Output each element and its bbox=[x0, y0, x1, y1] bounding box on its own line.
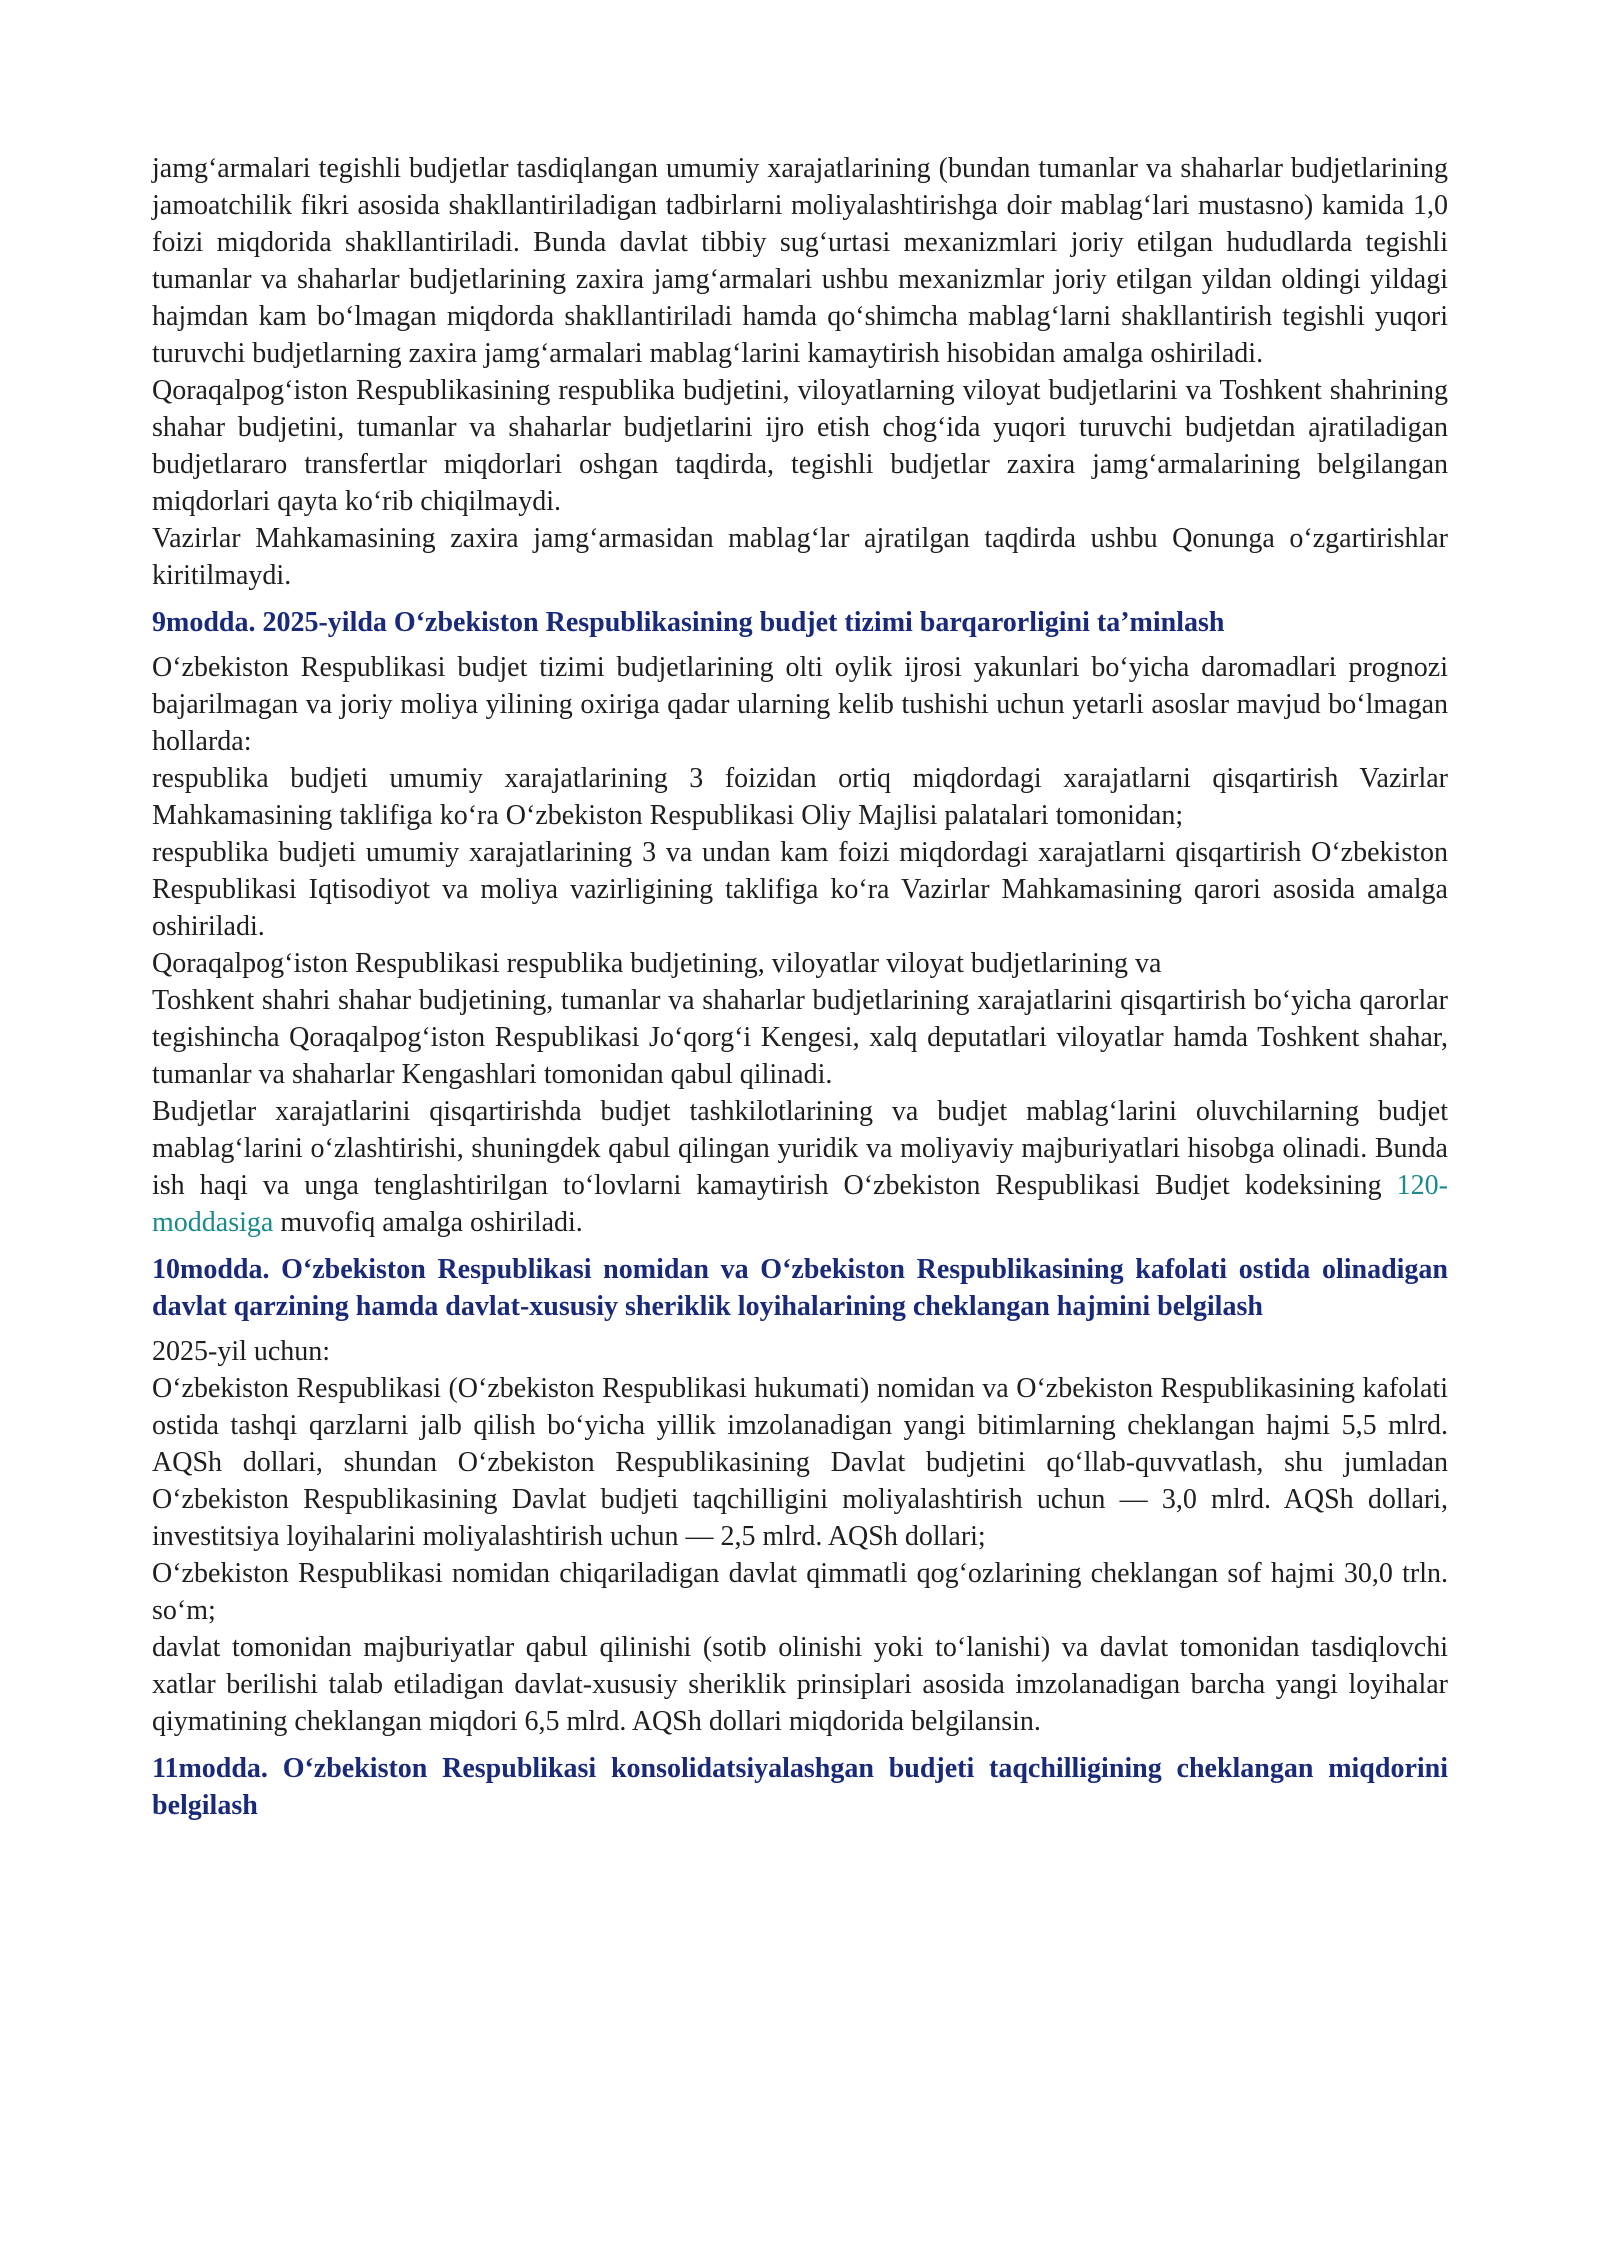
article-11-title: O‘zbekiston Respublikasi konsolidatsiyalashgan budjeti taqchilligining cheklangan miqdorini belgilash bbox=[152, 1753, 1448, 1821]
article-10-heading bbox=[152, 1251, 1448, 1325]
article-10-paragraph-4: davlat tomonidan majburiyatlar qabul qilinishi (sotib olinishi yoki to‘lanishi) va davlat tomonidan tasdiqlovchi xatlar berilishi talab etiladigan davlat-xususiy sheriklik prinsiplari asosida imzolanadigan barcha yangi loyihalar qiymatining cheklangan miqdori 6,5 mlrd. AQSh dollari miqdorida belgilansin. bbox=[152, 1632, 1448, 1737]
article-9-paragraph-5 bbox=[152, 1093, 1448, 1241]
article-10-number: 10modda. bbox=[152, 1254, 270, 1285]
article-9-heading bbox=[152, 604, 1448, 641]
article-10-paragraph-3: O‘zbekiston Respublikasi nomidan chiqariladigan davlat qimmatli qog‘ozlarining cheklangan sof hajmi 30,0 trln. so‘m; bbox=[152, 1558, 1448, 1626]
article-11-number: 11modda. bbox=[152, 1753, 268, 1784]
article-10-title: O‘zbekiston Respublikasi nomidan va O‘zbekiston Respublikasining kafolati ostida olinadigan davlat qarzining hamda davlat-xususiy sheriklik loyihalarining cheklangan hajmini belgilash bbox=[152, 1254, 1448, 1322]
intro-paragraph-3: Vazirlar Mahkamasining zaxira jamg‘armasidan mablag‘lar ajratilgan taqdirda ushbu Qonunga o‘zgartirishlar kiritilmaydi. bbox=[152, 523, 1448, 591]
article-10-paragraph-2: O‘zbekiston Respublikasi (O‘zbekiston Respublikasi hukumati) nomidan va O‘zbekiston Respublikasining kafolati ostida tashqi qarzlarni jalb qilish bo‘yicha yillik imzolanadigan yangi bitimlarning cheklangan hajmi 5,5 mlrd. AQSh dollari, shundan O‘zbekiston Respublikasining Davlat budjetini qo‘llab-quvvatlash, shu jumladan O‘zbekiston Respublikasining Davlat budjeti taqchilligini moliyalashtirish uchun — 3,0 mlrd. AQSh dollari, investitsiya loyihalarini moliyalashtirish uchun — 2,5 mlrd. AQSh dollari; bbox=[152, 1373, 1448, 1552]
document-page bbox=[152, 150, 1448, 1832]
intro-paragraph-1: jamg‘armalari tegishli budjetlar tasdiqlangan umumiy xarajatlarining (bundan tumanlar va shaharlar budjetlarining jamoatchilik fikri asosida shakllantiriladigan tadbirlarni moliyalashtirishga doir mablag‘lari mustasno) kamida 1,0 foizi miqdorida shakllantiriladi. Bunda davlat tibbiy sug‘urtasi mexanizmlari joriy etilgan hududlarda tegishli tumanlar va shaharlar budjetlarining zaxira jamg‘armalari ushbu mexanizmlar joriy etilgan yildan oldingi yildagi hajmdan kam bo‘lmagan miqdorda shakllantiriladi hamda qo‘shimcha mablag‘larni shakllantirish tegishli yuqori turuvchi budjetlarning zaxira jamg‘armalari mablag‘larini kamaytirish hisobidan amalga oshiriladi. bbox=[152, 153, 1448, 369]
article-9-paragraph-2: respublika budjeti umumiy xarajatlarining 3 foizidan ortiq miqdordagi xarajatlarni qisqartirish Vazirlar Mahkamasining taklifiga ko‘ra O‘zbekiston Respublikasi Oliy Majlisi palatalari tomonidan; bbox=[152, 763, 1448, 831]
article-9-paragraph-5-text: Budjetlar xarajatlarini qisqartirishda budjet tashkilotlarining va budjet mablag‘larini oluvchilarning budjet mablag‘larini o‘zlashtirishi, shuningdek qabul qilingan yuridik va moliyaviy majburiyatlari hisobga olinadi. Bunda ish haqi va unga tenglashtirilgan to‘lovlarni kamaytirish O‘zbekiston Respublikasi Budjet kodeksining bbox=[152, 1096, 1448, 1201]
article-9-paragraph-4b: Toshkent shahri shahar budjetining, tumanlar va shaharlar budjetlarining xarajatlarini qisqartirish bo‘yicha qarorlar tegishincha Qoraqalpog‘iston Respublikasi Jo‘qorg‘i Kengesi, xalq deputatlari viloyatlar hamda Toshkent shahar, tumanlar va shaharlar Kengashlari tomonidan qabul qilinadi. bbox=[152, 985, 1448, 1090]
article-9-paragraph-5-end: muvofiq amalga oshiriladi. bbox=[273, 1207, 583, 1238]
article-9-paragraph-4a: Qoraqalpog‘iston Respublikasi respublika budjetining, viloyatlar viloyat budjetlarining va bbox=[152, 948, 1162, 979]
intro-paragraph-2: Qoraqalpog‘iston Respublikasining respublika budjetini, viloyatlarning viloyat budjetlarini va Toshkent shahrining shahar budjetini, tumanlar va shaharlar budjetlarini ijro etish chog‘ida yuqori turuvchi budjetdan ajratiladigan budjetlararo transfertlar miqdorlari oshgan taqdirda, tegishli budjetlar zaxira jamg‘armalarining belgilangan miqdorlari qayta ko‘rib chiqilmaydi. bbox=[152, 375, 1448, 517]
budget-code-article-link[interactable]: 120-moddasiga bbox=[152, 1170, 1448, 1238]
article-9-paragraph-1: O‘zbekiston Respublikasi budjet tizimi budjetlarining olti oylik ijrosi yakunlari bo‘yicha daromadlari prognozi bajarilmagan va joriy moliya yilining oxiriga qadar ularning kelib tushishi uchun yetarli asoslar mavjud bo‘lmagan hollarda: bbox=[152, 652, 1448, 757]
article-10-paragraph-1: 2025-yil uchun: bbox=[152, 1336, 331, 1367]
article-11-heading bbox=[152, 1750, 1448, 1824]
article-9-number: 9modda. bbox=[152, 607, 256, 638]
article-9-title: 2025-yilda O‘zbekiston Respublikasining budjet tizimi barqarorligini ta’minlash bbox=[262, 607, 1225, 638]
article-9-paragraph-3: respublika budjeti umumiy xarajatlarining 3 va undan kam foizi miqdordagi xarajatlarni qisqartirish O‘zbekiston Respublikasi Iqtisodiyot va moliya vazirligining taklifiga ko‘ra Vazirlar Mahkamasining qarori asosida amalga oshiriladi. bbox=[152, 837, 1448, 942]
